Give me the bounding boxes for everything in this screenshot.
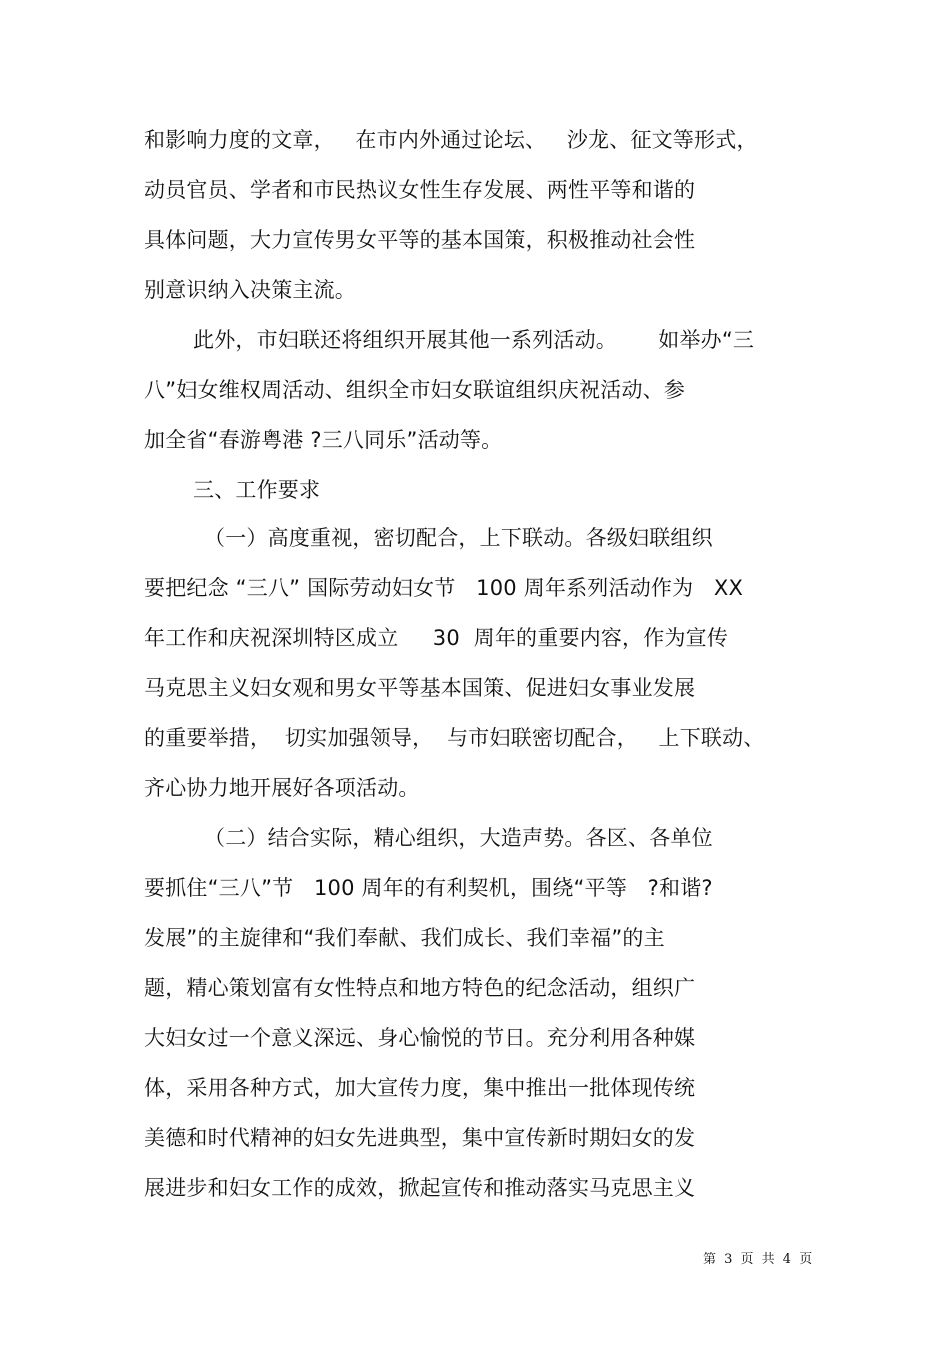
page-number-footer: 第 3 页 共 4 页 bbox=[703, 1252, 815, 1267]
text-line: 要抓住“三八”节 100 周年的有利契机，围绕“平等 ?和谐? bbox=[144, 876, 713, 900]
text-line: 美德和时代精神的妇女先进典型，集中宣传新时期妇女的发 bbox=[144, 1126, 696, 1150]
text-line: 齐心协力地开展好各项活动。 bbox=[144, 776, 420, 800]
text-line: 具体问题，大力宣传男女平等的基本国策，积极推动社会性 bbox=[144, 228, 696, 252]
text-line: 要把纪念 “三八” 国际劳动妇女节 100 周年系列活动作为 XX bbox=[144, 576, 744, 600]
text-line: 马克思主义妇女观和男女平等基本国策、促进妇女事业发展 bbox=[144, 676, 696, 700]
text-line: 的重要举措， 切实加强领导， 与市妇联密切配合， 上下联动、 bbox=[144, 726, 765, 750]
section-heading: 三、工作要求 bbox=[193, 478, 321, 502]
text-line: 年工作和庆祝深圳特区成立 30 周年的重要内容，作为宣传 bbox=[144, 626, 729, 650]
text-line: 大妇女过一个意义深远、身心愉悦的节日。充分利用各种媒 bbox=[144, 1026, 696, 1050]
text-line: （二）结合实际，精心组织，大造声势。各区、各单位 bbox=[204, 826, 713, 850]
text-line: 题，精心策划富有女性特点和地方特色的纪念活动，组织广 bbox=[144, 976, 696, 1000]
text-line: 和影响力度的文章， 在市内外通过论坛、 沙龙、征文等形式， bbox=[144, 128, 758, 152]
text-line: 发展”的主旋律和“我们奉献、我们成长、我们幸福”的主 bbox=[144, 926, 665, 950]
text-line: 八”妇女维权周活动、组织全市妇女联谊组织庆祝活动、参 bbox=[144, 378, 686, 402]
text-line: （一）高度重视，密切配合，上下联动。各级妇联组织 bbox=[204, 526, 713, 550]
text-line: 展进步和妇女工作的成效，掀起宣传和推动落实马克思主义 bbox=[144, 1176, 696, 1200]
text-line: 动员官员、学者和市民热议女性生存发展、两性平等和谐的 bbox=[144, 178, 696, 202]
text-line: 此外，市妇联还将组织开展其他一系列活动。 如举办“三 bbox=[193, 328, 755, 352]
text-line: 别意识纳入决策主流。 bbox=[144, 278, 356, 302]
text-line: 体，采用各种方式，加大宣传力度，集中推出一批体现传统 bbox=[144, 1076, 696, 1100]
text-line: 加全省“春游粤港 ?三八同乐”活动等。 bbox=[144, 428, 503, 452]
